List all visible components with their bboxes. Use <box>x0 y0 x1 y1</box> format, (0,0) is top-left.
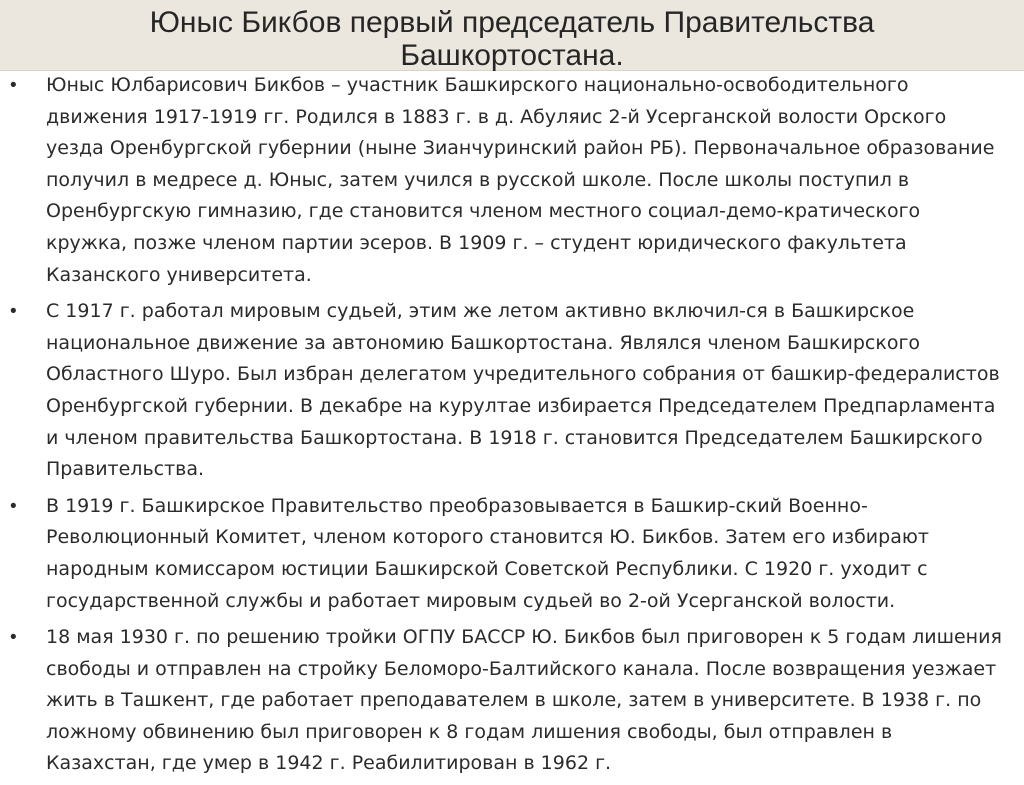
bullet-item <box>0 491 1024 617</box>
slide-body <box>0 70 1024 785</box>
bullet-text: Юныс Юлбарисович Бикбов – участник Башкирского национально-освободительного движения 1917-1919 гг. Родился в 1883 г. в д. Абуляис 2-й Усерганской волости Орского уезда Оренбургской губернии (ныне Зианчуринский район РБ). Первоначальное образование получил в медресе д. Юныс, затем учился в русской школе. После школы поступил в Оренбургскую гимназию, где становится членом местного социал-демо-кратического кружка, позже членом партии эсеров. В 1909 г. – студент юридического факультета Казанского университета. <box>46 74 995 286</box>
bullet-item <box>0 70 1024 291</box>
bullet-item <box>0 622 1024 780</box>
bullet-icon: • <box>10 627 17 649</box>
bullet-icon: • <box>10 495 17 517</box>
bullet-item <box>0 296 1024 486</box>
bullet-text: 18 мая 1930 г. по решению тройки ОГПУ БАССР Ю. Бикбов был приговорен к 5 годам лишения свободы и отправлен на стройку Беломоро-Балтийского канала. После возвращения уезжает жить в Ташкент, где работает преподавателем в школе, затем в университете. В 1938 г. по ложному обвинению был приговорен к 8 годам лишения свободы, был отправлен в Казахстан, где умер в 1942 г. Реабилитирован в 1962 г. <box>46 626 1002 775</box>
slide-title: Юныс Бикбов первый председатель Правительства Башкортостана. <box>149 6 875 72</box>
bullet-text: В 1919 г. Башкирское Правительство преобразовывается в Башкир-ский Военно-Революционный Комитет, членом которого становится Ю. Бикбов. Затем его избирают народным комиссаром юстиции Башкирской Советской Республики. С 1920 г. уходит с государственной службы и работает мировым судьей во 2-ой Усерганской волости. <box>46 494 929 612</box>
bullet-icon: • <box>10 301 17 323</box>
bullet-list <box>0 70 1024 780</box>
bullet-icon: • <box>10 75 17 96</box>
bullet-text: С 1917 г. работал мировым судьей, этим же летом активно включил-ся в Башкирское национальное движение за автономию Башкортостана. Являлся членом Башкирского Областного Шуро. Был избран делегатом учредительного собрания от башкир-федералистов Оренбургской губернии. В декабре на курултае избирается Председателем Предпарламента и членом правительства Башкортостана. В 1918 г. становится Председателем Башкирского Правительства. <box>46 300 1000 481</box>
title-bar <box>0 0 1024 71</box>
